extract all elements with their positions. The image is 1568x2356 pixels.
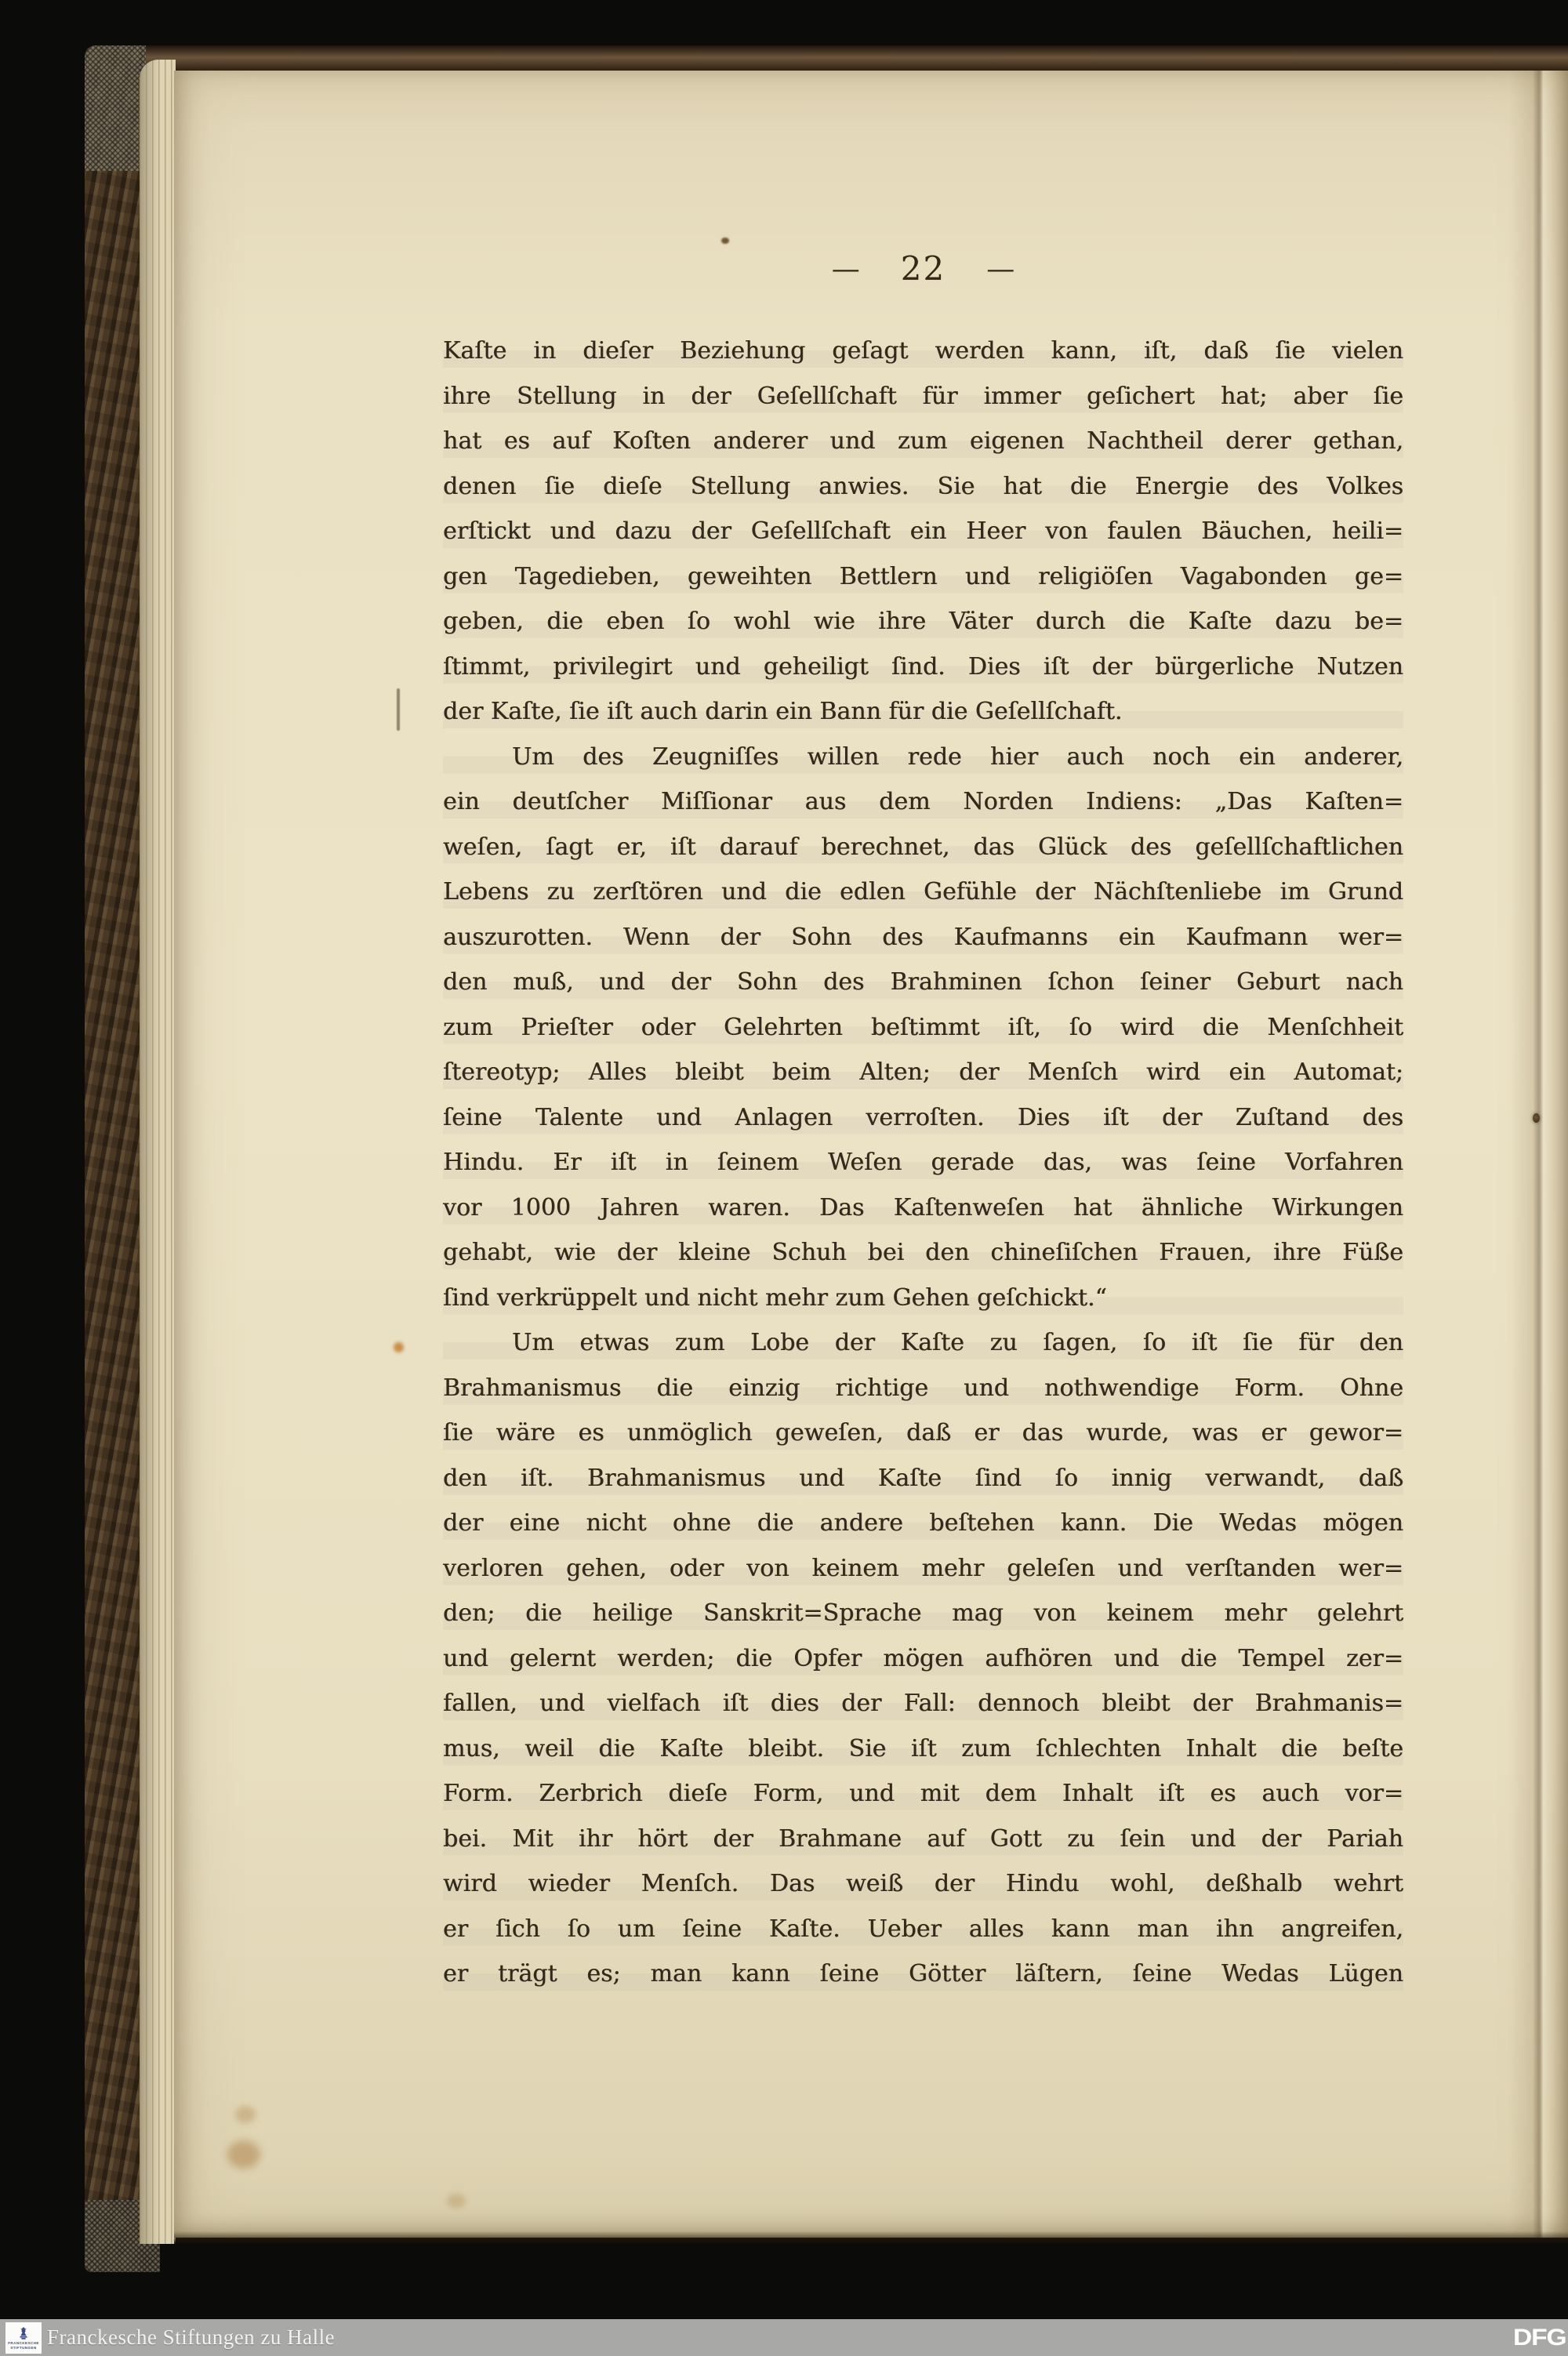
page-header [443,246,1403,292]
text-line: weſen, ſagt er, iſt darauf berechnet, das Glück des geſellſchaftlichen [443,833,1403,861]
text-line: hat es auf Koſten anderer und zum eigenen Nachtheil derer gethan, [443,427,1403,455]
book-cover-top-edge [85,45,1568,72]
franckesche-stiftungen-emblem-icon [16,2326,31,2340]
text-line: der Kaſte, ſie iſt auch darin ein Bann für die Geſellſchaft. [443,698,1123,725]
text-line: ſtimmt, privilegirt und geheiligt ſind. Dies iſt der bürgerliche Nutzen [443,652,1403,681]
binding-stitch-hole [1533,1113,1540,1123]
header-left-dash: — [831,253,860,285]
text-line: ein deutſcher Miſſionar aus dem Norden Indiens: „Das Kaſten= [443,788,1403,815]
text-line: Brahmanismus die einzig richtige und nothwendige Form. Ohne [443,1374,1403,1402]
dfg-logo: DFG [1513,2324,1566,2351]
header-right-dash: — [986,253,1015,285]
text-line: Um des Zeugniſſes willen rede hier auch noch ein anderer, [512,742,1403,771]
text-line: er ſich ſo um ſeine Kaſte. Ueber alles kann man ihn angreifen, [443,1915,1403,1943]
foxing-spot [394,1342,404,1352]
text-line: verloren gehen, oder von keinem mehr geleſen und verſtanden wer= [443,1554,1403,1582]
text-line: Um etwas zum Lobe der Kaſte zu ſagen, ſo iſt ſie für den [512,1329,1403,1356]
text-line: ſtereotyp; Alles bleibt beim Alten; der Menſch wird ein Automat; [443,1058,1403,1086]
text-line: ſie wäre es unmöglich geweſen, daß er das wurde, was er gewor= [443,1419,1403,1447]
ink-speck [721,238,729,244]
page-bottom-edge-shadow [174,2231,1568,2244]
text-line: ihre Stellung in der Geſellſchaft für immer geſichert hat; aber ſie [443,382,1403,410]
text-line: den iſt. Brahmanismus und Kaſte ſind ſo innig verwandt, daß [443,1464,1403,1492]
text-line: wird wieder Menſch. Das weiß der Hindu wohl, deßhalb wehrt [443,1870,1403,1897]
text-line: bei. Mit ihr hört der Brahmane auf Gott zu ſein und der Pariah [443,1824,1403,1853]
text-line: Hindu. Er iſt in ſeinem Weſen gerade das, was ſeine Vorfahren [443,1149,1403,1176]
text-line: auszurotten. Wenn der Sohn des Kaufmanns ein Kaufmann wer= [443,923,1403,951]
foxing-spot [235,2106,256,2123]
text-block [443,329,1403,1997]
institution-name: Franckesche Stiftungen zu Halle [47,2325,336,2349]
text-line: erſtickt und dazu der Geſellſchaft ein Heer von faulen Bäuchen, heili= [443,517,1403,545]
institution-logo-text-line2: STIFTUNGEN [10,2346,37,2350]
text-line: Lebens zu zerſtören und die edlen Gefühle der Nächſtenliebe im Grund [443,878,1403,906]
text-line: denen ſie dieſe Stellung anwies. Sie hat die Energie des Volkes [443,472,1403,500]
text-line: ſind verkrüppelt und nicht mehr zum Gehen geſchickt.“ [443,1283,1107,1312]
institution-logo [5,2322,42,2354]
text-line: Form. Zerbrich dieſe Form, und mit dem Inhalt iſt es auch vor= [443,1780,1403,1807]
text-line: den muß, und der Sohn des Brahminen ſchon ſeiner Geburt nach [443,968,1403,996]
book-cover-left-edge [85,45,143,2272]
foxing-spot [447,2194,466,2208]
institution-logo-text-line1: FRANCKESCHE [8,2341,39,2345]
text-line: mus, weil die Kaſte bleibt. Sie iſt zum ſchlechten Inhalt die beſte [443,1734,1403,1762]
text-line: er trägt es; man kann ſeine Götter läſtern, ſeine Wedas Lügen [443,1960,1403,1988]
text-line: gen Tagedieben, geweihten Bettlern und religiöſen Vagabonden ge= [443,562,1403,590]
margin-pencil-mark [397,688,400,731]
page-gutter-crease [1509,71,1568,2238]
text-line: und gelernt werden; die Opfer mögen aufhören und die Tempel zer= [443,1644,1403,1672]
foxing-spot [227,2140,260,2169]
text-line: ſeine Talente und Anlagen verroſten. Dies iſt der Zuſtand des [443,1103,1403,1131]
text-line: der eine nicht ohne die andere beſtehen kann. Die Wedas mögen [443,1509,1403,1537]
text-line: geben, die eben ſo wohl wie ihre Väter durch die Kaſte dazu be= [443,608,1403,635]
page-number: 22 [900,249,946,288]
text-line: gehabt, wie der kleine Schuh bei den chineſiſchen Frauen, ihre Füße [443,1239,1403,1266]
text-line: fallen, und vielfach iſt dies der Fall: dennoch bleibt der Brahmanis= [443,1690,1403,1717]
text-line: Kaſte in dieſer Beziehung geſagt werden kann, iſt, daß ſie vielen [443,337,1403,365]
text-line: zum Prieſter oder Gelehrten beſtimmt iſt, ſo wird die Menſchheit [443,1013,1403,1041]
page-stack-fore-edge [140,60,176,2244]
text-line: den; die heilige Sanskrit=Sprache mag von keinem mehr gelehrt [443,1599,1403,1627]
book-cover-corner-weave-top [85,45,146,171]
text-line: vor 1000 Jahren waren. Das Kaſtenweſen hat ähnliche Wirkungen [443,1193,1403,1222]
